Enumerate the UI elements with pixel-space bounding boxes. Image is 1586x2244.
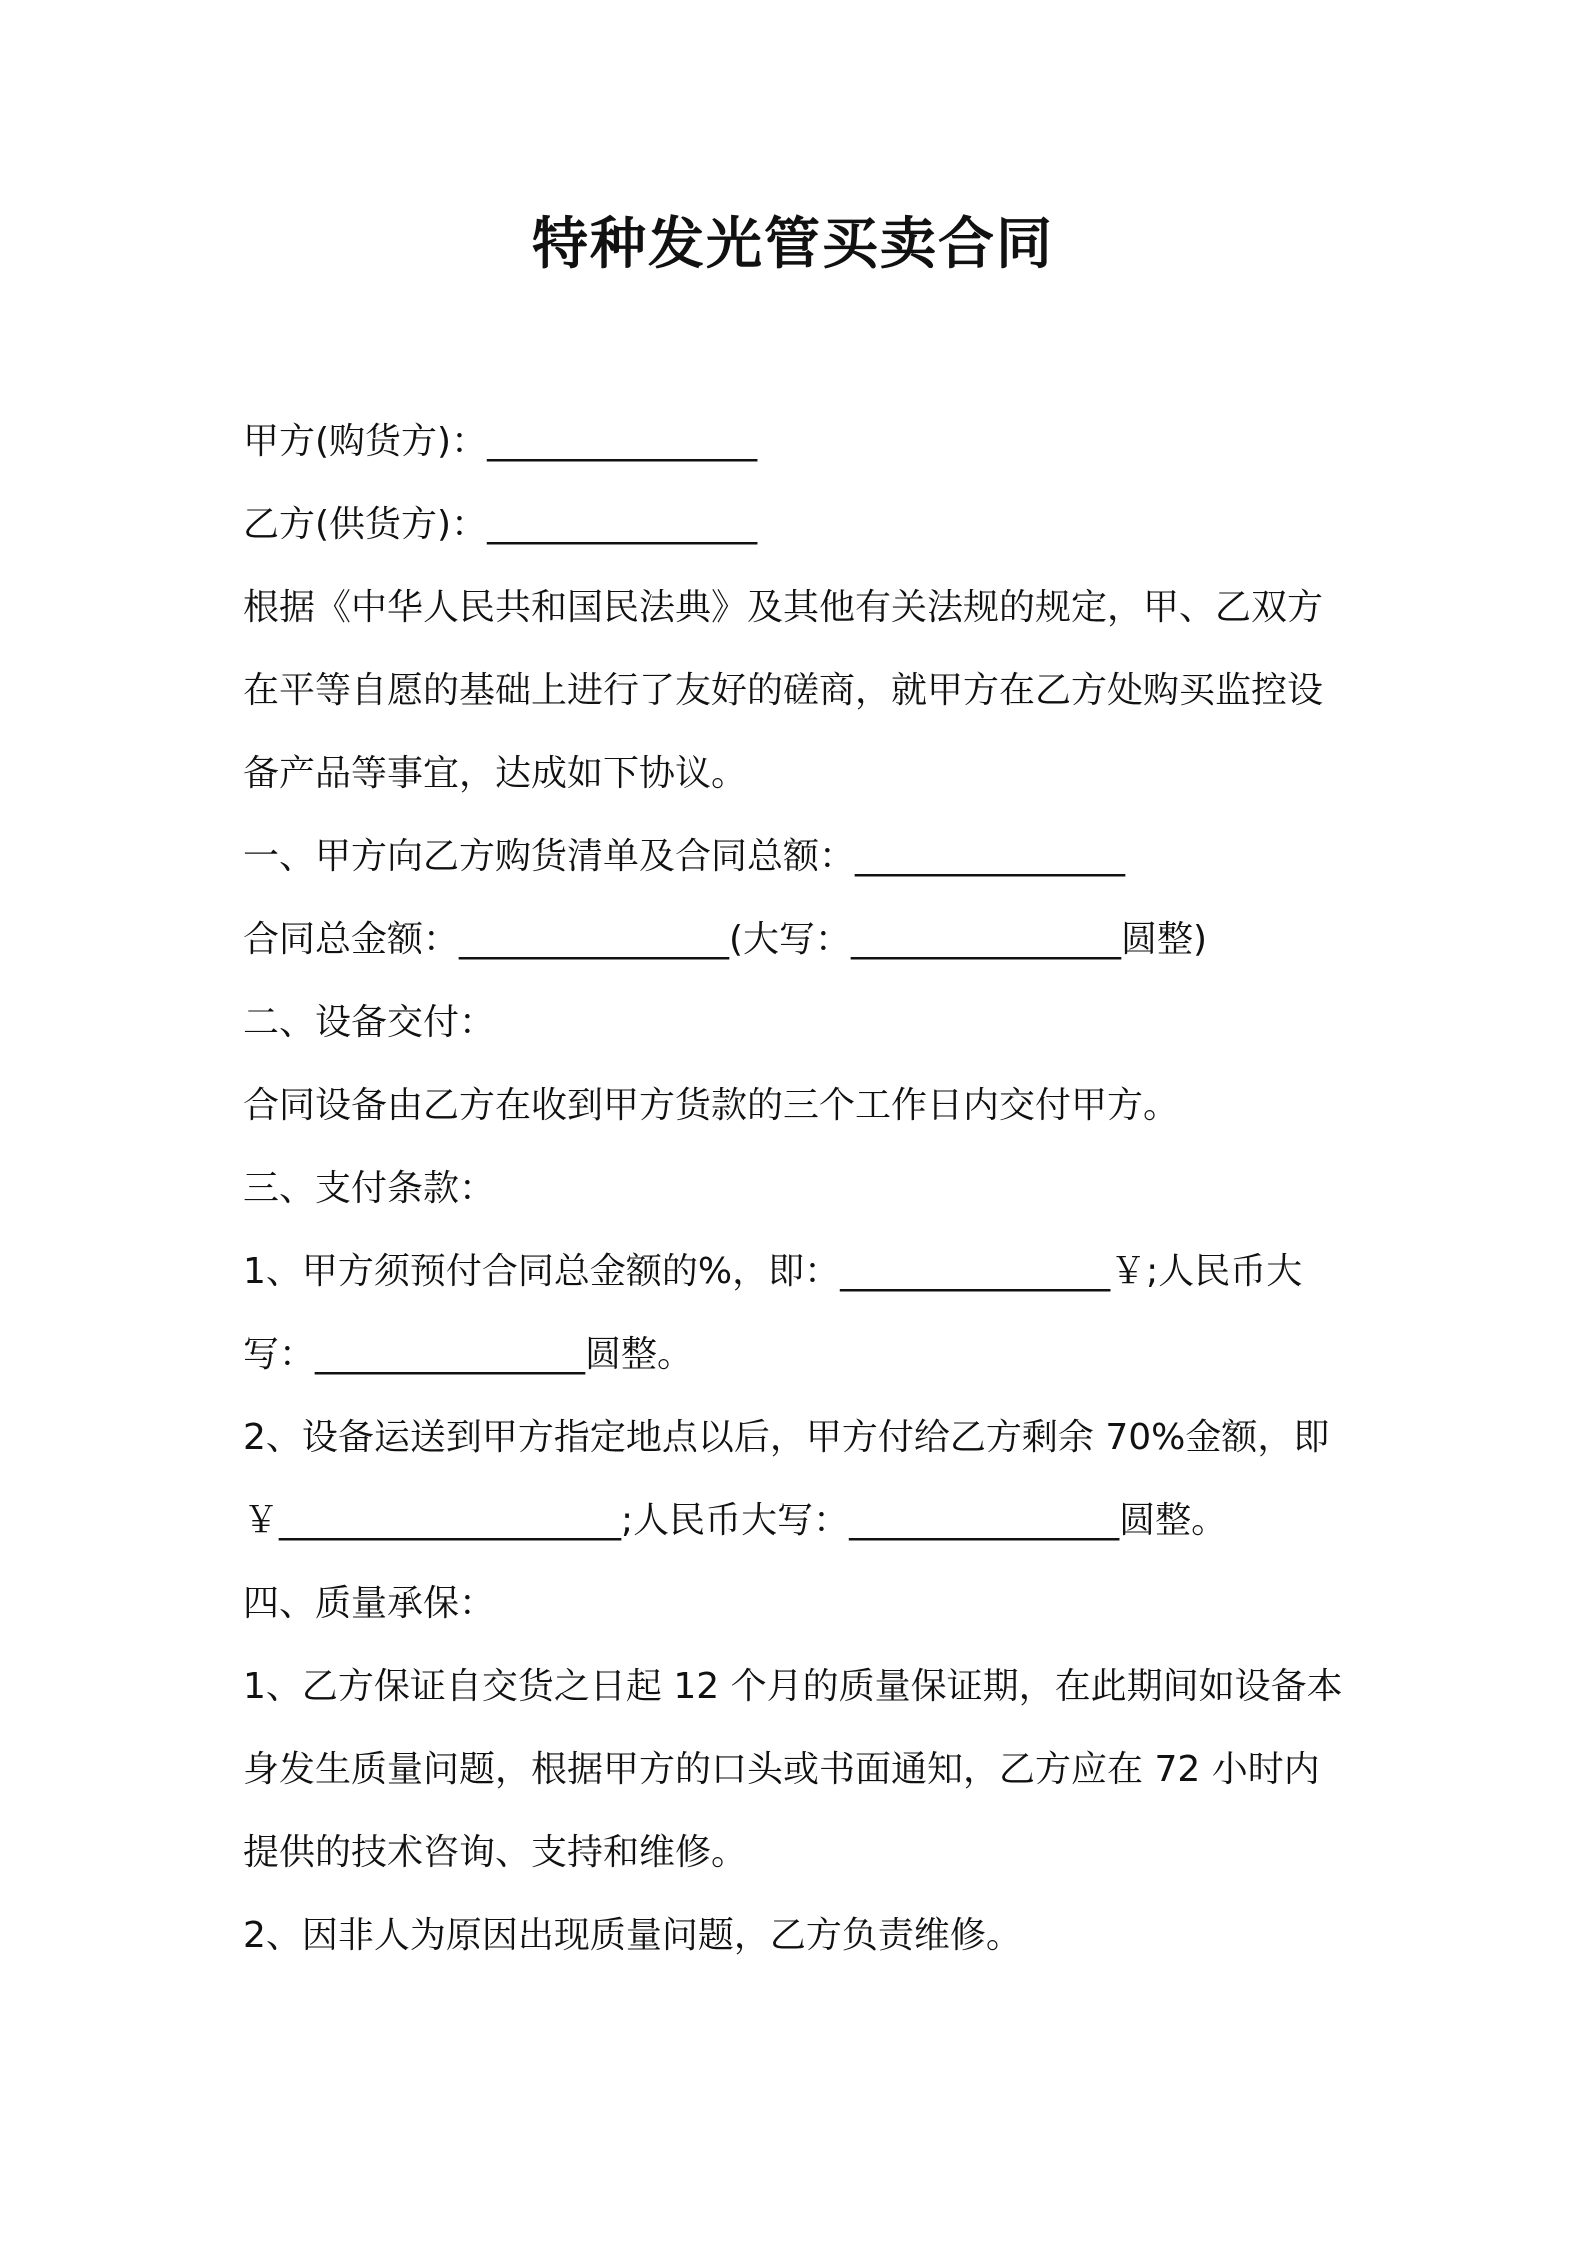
payment-clause-1: 1、甲方须预付合同总金额的%，即：_______________￥;人民币大写：_______________圆整。 bbox=[243, 1251, 1303, 1375]
party-a-line: 甲方(购货方)：_______________ bbox=[243, 421, 758, 462]
section-2-heading: 二、设备交付： bbox=[243, 1002, 496, 1043]
payment-clause-2: 2、设备运送到甲方指定地点以后，甲方付给乙方剩余 70%金额，即￥___________________;人民币大写：_______________圆整。 bbox=[243, 1417, 1330, 1541]
preamble-paragraph: 根据《中华人民共和国民法典》及其他有关法规的规定，甲、乙双方在平等自愿的基础上进行了友好的磋商，就甲方在乙方处购买监控设备产品等事宜，达成如下协议。 bbox=[243, 587, 1324, 794]
section-3-heading: 三、支付条款： bbox=[243, 1168, 496, 1209]
warranty-clause-1: 1、乙方保证自交货之日起 12 个月的质量保证期，在此期间如设备本身发生质量问题，根据甲方的口头或书面通知，乙方应在 72 小时内提供的技术咨询、支持和维修。 bbox=[243, 1666, 1343, 1873]
total-amount-line: 合同总金额：_______________(大写：_______________圆整) bbox=[243, 919, 1208, 960]
delivery-paragraph: 合同设备由乙方在收到甲方货款的三个工作日内交付甲方。 bbox=[243, 1085, 1180, 1126]
party-b-line: 乙方(供货方)：_______________ bbox=[243, 504, 758, 545]
section-1-heading: 一、甲方向乙方购货清单及合同总额：_______________ bbox=[243, 836, 1126, 877]
document-title: 特种发光管买卖合同 bbox=[532, 212, 1054, 277]
document-body bbox=[243, 400, 1353, 1977]
warranty-clause-2: 2、因非人为原因出现质量问题，乙方负责维修。 bbox=[243, 1915, 1022, 1956]
section-4-heading: 四、质量承保： bbox=[243, 1583, 496, 1624]
